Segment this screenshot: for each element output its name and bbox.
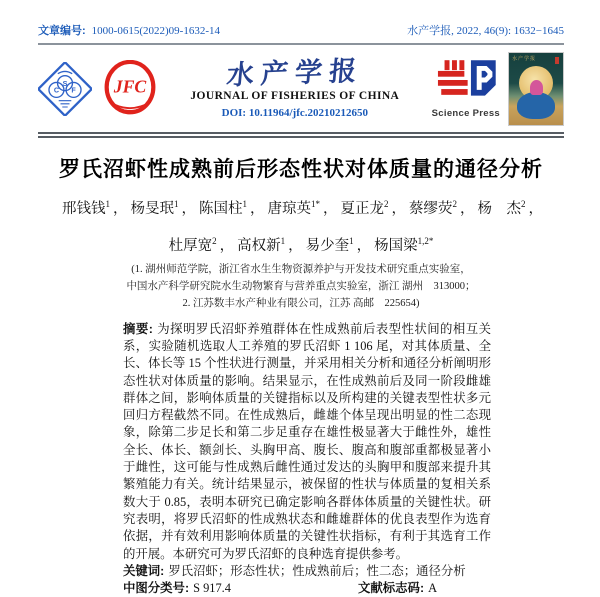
author-name: 高权新$^1$	[237, 235, 286, 254]
doc-code-label: 文献标志码:	[358, 581, 425, 596]
author-name: 邢钱钱$^1$	[62, 199, 110, 217]
authors-line-1: 邢钱钱$^1$ ， 杨旻珉$^1$ ， 陈国柱$^1$ ， 唐琼英$^{1*}$ ， 夏正龙$^2$ ， 蔡缪荧$^2$ ， 杨 杰$^2$ ，	[62, 199, 543, 217]
jfc-logo-text: JFC	[113, 76, 147, 97]
author-name: 唐琼英$^{1*}$	[267, 199, 320, 217]
journal-cover-thumbnail	[508, 52, 564, 126]
keywords-row	[123, 563, 491, 580]
clc-label: 中图分类号:	[123, 581, 190, 596]
csf-society-logo	[38, 62, 92, 116]
author-name: 杨国梁$^{1,2*}$	[374, 235, 434, 254]
abstract-label: 摘要:	[123, 321, 153, 336]
science-press-label: Science Press	[431, 108, 500, 119]
affiliation-line: 中国水产科学研究院水生动物繁育与营养重点实验室，浙江 湖州 313000；	[126, 280, 476, 292]
article-title: 罗氏沼虾性成熟前后形态性状对体质量的通径分析	[59, 158, 543, 181]
clc-value: S 917.4	[193, 581, 231, 596]
classification-row	[123, 580, 491, 597]
author-name: 易少奎$^1$	[305, 235, 354, 254]
keywords-label: 关键词:	[123, 563, 165, 578]
abstract-paragraph	[123, 321, 491, 563]
cover-lotus-flower-graphic	[530, 80, 543, 95]
cover-lotus-leaf-graphic	[517, 92, 555, 119]
csf-letter-s: S	[62, 78, 68, 88]
science-press-block	[432, 59, 500, 119]
article-number	[38, 22, 220, 38]
journal-doi: DOI: 10.11964/jfc.20210212650	[221, 106, 368, 119]
journal-header	[38, 52, 564, 126]
affiliation-line: (1. 湖州师范学院，浙江省水生生物资源养护与开发技术研究重点实验室，	[131, 263, 471, 275]
author-name: 蔡缪荧$^2$	[409, 199, 457, 217]
society-logos	[38, 60, 158, 118]
header-double-rule	[38, 132, 564, 138]
keywords-text: 罗氏沼虾；形态性状；性成熟前后；性二态；通径分析	[168, 563, 466, 578]
csf-letter-f: F	[71, 85, 76, 95]
science-press-logo	[433, 59, 499, 101]
journal-citation: 水产学报, 2022, 46(9): 1632−1645	[407, 25, 564, 37]
author-name: 杨 杰$^2$	[477, 199, 526, 217]
abstract-text: 为探明罗氏沼虾养殖群体在性成熟前后表型性状间的相互关系，实验随机选取人工养殖的罗氏沼虾 1 106 尾，对其体质量、全长、体长等 15 个性状进行测量，并采用相关分析和通径分析阐明形态性状对体质量的影响。结果显示，在性成熟前后及同一阶段雌雄群体之间，影响体质量的关键指标以及所构建的关键表型性状多元回归方程截然不同。在性成熟后，雌雄个体呈现出明显的性二态现象，除第二步足长和第二步足重存在雄性极显著大于雌性外，雄性全长、体长、额剑长、头胸甲高、腹长、腹高和腹部重都极显著小于雌性，这可能与性成熟后雌性通过发达的头胸甲和腹部来提升其繁殖能力有关。统计结果显示，被保留的性状与体质量的复相关系数大于 0.85，表明本研究已确定影响各群体体质量的关键性状。研究表明，将罗氏沼虾的性成熟状态和雌雄群体的优良表型作为选育依据，并有效利用影响体质量的关键性状指标，有利于其选育工作的开展。本研究可为罗氏沼虾的良种选育提供参考。	[123, 321, 491, 561]
cover-title-text: 水产学报	[512, 57, 537, 62]
journal-title-block	[158, 55, 432, 119]
doc-code-group	[358, 580, 437, 597]
top-rule	[38, 43, 564, 45]
affiliation-line: 2. 江苏数丰水产种业有限公司，江苏 高邮 225654)	[182, 297, 420, 309]
jfc-journal-logo	[102, 60, 158, 118]
cover-seal-graphic	[555, 57, 559, 64]
journal-name-en: JOURNAL OF FISHERIES OF CHINA	[190, 89, 400, 102]
authors-line-2: 杜厚宽$^2$ ， 高权新$^1$ ， 易少奎$^1$ ， 杨国梁$^{1,2*}$	[168, 235, 434, 254]
abstract-section	[123, 321, 491, 597]
article-number-label: 文章编号:	[38, 25, 86, 37]
clc-group	[123, 580, 358, 597]
top-meta-row	[38, 22, 564, 38]
journal-name-zh: 水产学报	[225, 55, 365, 91]
author-name: 杜厚宽$^2$	[168, 235, 217, 254]
csf-letter-c: C	[53, 85, 60, 95]
author-name: 夏正龙$^2$	[340, 199, 389, 217]
affiliations-block	[38, 261, 564, 312]
author-name: 陈国柱$^1$	[199, 199, 247, 217]
article-number-value: 1000-0615(2022)09-1632-14	[91, 25, 220, 37]
doc-code-value: A	[428, 581, 438, 596]
author-name: 杨旻珉$^1$	[130, 199, 179, 217]
